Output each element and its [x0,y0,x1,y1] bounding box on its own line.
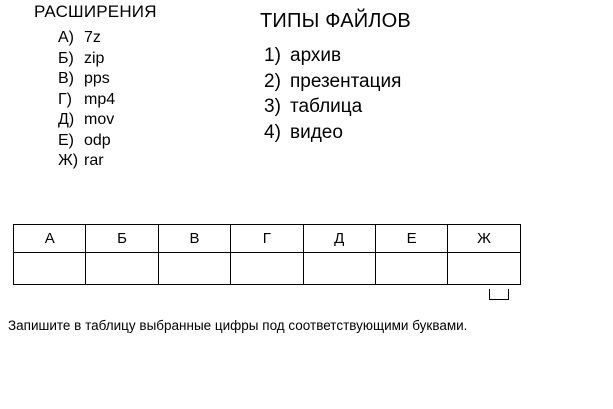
list-item-label: таблица [290,96,363,117]
list-item [250,120,510,146]
table-header-cell: Д [303,225,375,253]
list-item [20,49,235,70]
table-header-cell: Б [86,225,158,253]
extensions-column [20,2,235,172]
file-types-heading: ТИПЫ ФАЙЛОВ [260,10,411,32]
list-item-marker: Д) [58,111,75,128]
list-item [20,28,235,49]
file-types-column [250,10,510,145]
answer-cell[interactable] [448,253,520,285]
answer-table [13,224,521,285]
list-item-label: архив [290,45,342,66]
list-item [20,110,235,131]
list-item-label: rar [84,152,104,169]
list-item-label: pps [84,70,110,87]
list-item [20,90,235,111]
list-item-label: odp [84,131,111,149]
list-item [250,69,510,95]
table-header-cell: Ж [448,225,520,253]
answer-cell[interactable] [14,253,86,285]
list-item-marker: В) [58,70,74,87]
table-header-cell: Е [375,225,447,253]
answer-cell[interactable] [303,253,375,285]
list-item [20,151,235,172]
table-header-cell: Г [231,225,303,253]
list-item-marker: 3) [264,96,281,117]
list-item-marker: 2) [264,70,281,92]
list-item-marker: 4) [264,121,281,143]
list-item-marker: Б) [58,49,74,67]
extensions-list [20,28,235,172]
list-item-marker: Е) [58,131,74,149]
answer-cell[interactable] [86,253,158,285]
list-item-label: mp4 [84,90,116,108]
list-item-marker: 1) [264,45,281,66]
list-item-marker: Ж) [58,152,79,169]
list-item [250,43,510,69]
file-types-list [250,43,510,145]
answer-cell[interactable] [375,253,447,285]
list-item-label: zip [84,49,105,67]
list-item [20,131,235,152]
list-item-label: mov [84,111,115,128]
extensions-heading: РАСШИРЕНИЯ [34,2,157,21]
list-item [20,69,235,90]
list-item-label: презентация [290,70,402,92]
list-item [250,94,510,120]
answer-cell[interactable] [231,253,303,285]
list-item-marker: Г) [58,90,72,108]
list-item-label: видео [290,121,343,143]
table-header-cell: А [14,225,86,253]
answer-cell[interactable] [158,253,230,285]
list-item-label: 7z [84,29,101,46]
table-row [14,225,521,253]
table-header-cell: В [158,225,230,253]
scan-artifact-mark [489,289,509,300]
list-item-marker: А) [58,29,74,46]
instruction-text: Запишите в таблицу выбранные цифры под соответствующими буквами. [8,318,468,333]
table-row [14,253,521,285]
